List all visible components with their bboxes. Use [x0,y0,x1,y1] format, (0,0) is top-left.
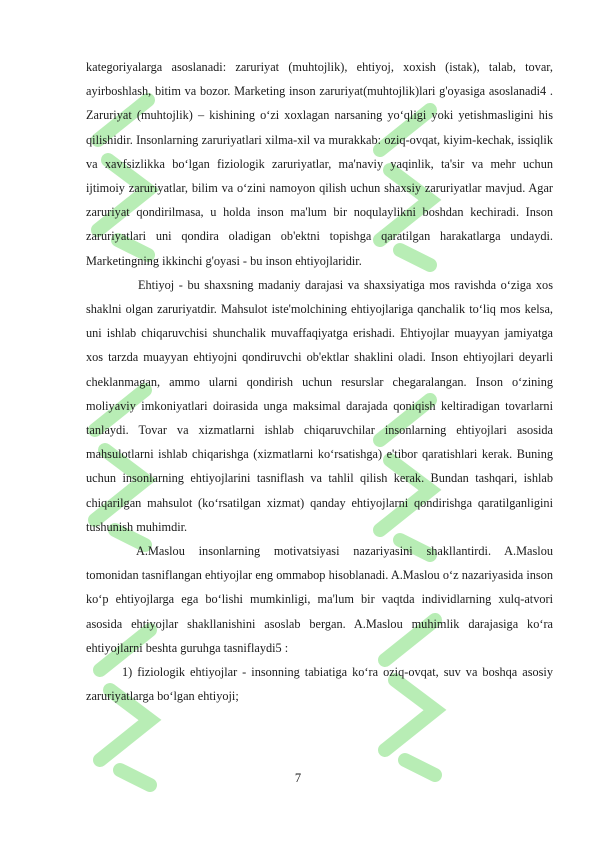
paragraph-maslou: A.Maslou insonlarning motivatsiyasi nazariyasini shakllantirdi. A.Maslou tomonidan tasniflangan ehtiyojlar eng ommabop hisoblanadi. A.Maslou o‘z nazariyasida inson ko‘p ehtiyojlarga ega bo‘lishi mumkinligi, ma'lum bir vaqtda individlarning xulq-atvori asosida ehtiyojlar shakllanishini asoslab bergan. A.Maslou muhimlik darajasiga ko‘ra ehtiyojlarni beshta guruhga tasniflaydi5 : [86,544,553,655]
page-number: 7 [294,771,302,785]
document-body [86,55,553,708]
list-item-physiological-needs: 1) fiziologik ehtiyojlar - insonning tabiatiga ko‘ra oziq-ovqat, suv va boshqa asosiy zaruriyatlarga bo‘lgan ehtiyoji; [86,665,553,704]
paragraph-ehtiyoj: Ehtiyoj - bu shaxsning madaniy darajasi va shaxsiyatiga mos ravishda o‘ziga xos shaklni olgan zaruriyatdir. Mahsulot iste'molchining ehtiyojlariga qanchalik to‘liq mos kelsa, uni ishlab chiqaruvchisi shunchalik muvaffaqiyatga erishadi. Ehtiyojlar muayyan jamiyatga xos tarzda muayyan ehtiyojni qondiruvchi ob'ektlar shaklini oladi. Inson ehtiyojlari deyarli cheklanmagan, ammo ularni qondirish uchun resurslar chegaralangan. Inson o‘zining moliyaviy imkoniyatlari doirasida unga maksimal darajada qoniqish keltiradigan tovarlarni tanlaydi. Tovar va xizmatlarni ishlab chiqaruvchilar insonlarning ehtiyojlari asosida mahsulotlarni ishlab chiqarishga (xizmatlarni ko‘rsatishga) e'tibor qaratishlari kerak. Buning uchun insonlarning ehtiyojlarini tasniflash va tahlil qilish kerak. Bundan tashqari, ishlab chiqarilgan mahsulot (ko‘rsatilgan xizmat) qanday ehtiyojlarni qondirishga qaratilganligini tushunish muhimdir. [86,277,553,534]
paragraph-categories: kategoriyalarga asoslanadi: zaruriyat (muhtojlik), ehtiyoj, xoxish (istak), talab, tovar, ayirboshlash, bitim va bozor. Marketing inson zaruriyat(muhtojlik)lari g'oyasiga asoslanadi4 . Zaruriyat (muhtojlik) – kishining o‘zi xoxlagan narsaning yo‘qligi yoki yetishmasligini his qilishidir. Insonlarning zaruriyatlari xilma-xil va murakkab: oziq-ovqat, kiyim-kechak, issiqlik va xavfsizlikka bo‘lgan fiziologik zaruriyatlar, ma'naviy yaqinlik, ta'sir va mehr uchun ijtimoiy zaruriyatlar, bilim va o‘zini namoyon qilish uchun shaxsiy zaruriyatlar mavjud. Agar zaruriyat qondirilmasa, u holda inson ma'lum bir noqulaylikni boshdan kechiradi. Inson zaruriyatlari uni qondira oladigan ob'ektni topishga qaratilgan harakatlarga undaydi. Marketingning ikkinchi g'oyasi - bu inson ehtiyojlaridir. [86,60,553,268]
